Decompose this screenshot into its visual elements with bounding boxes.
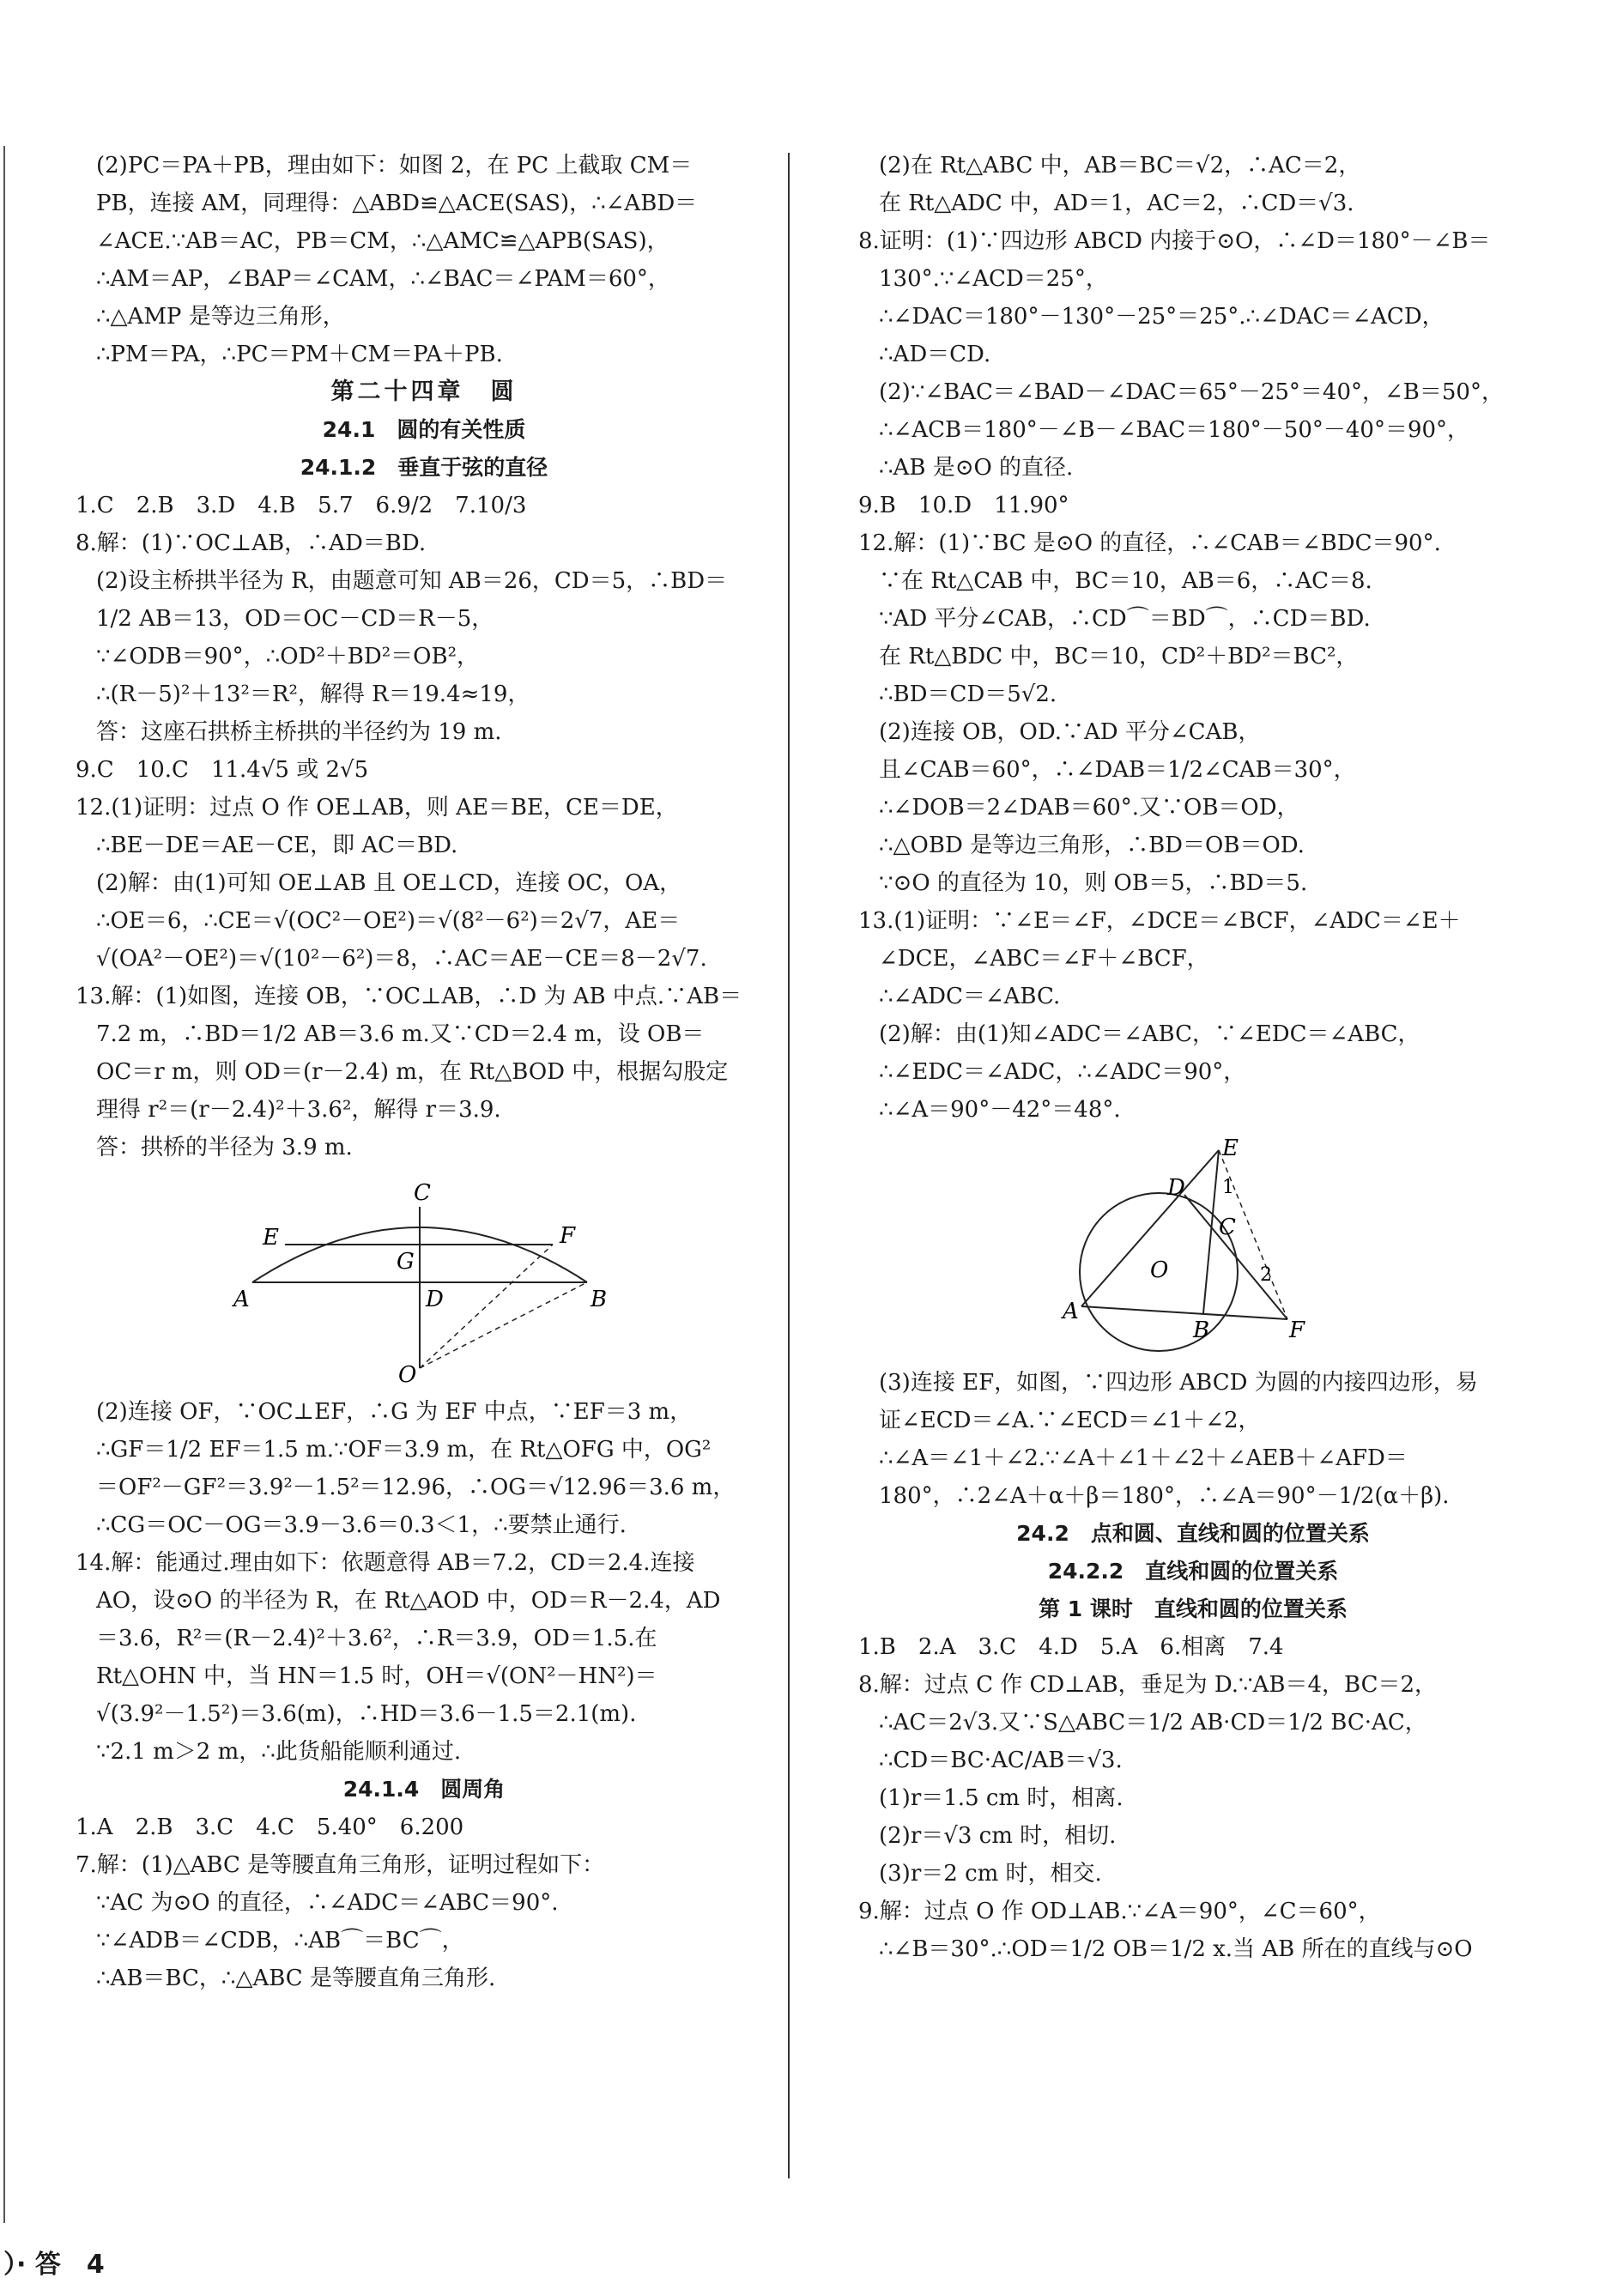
text-line: 理得 r²＝(r－2.4)²＋3.6²，解得 r＝3.9. <box>96 1097 501 1123</box>
text-line: ∴BD＝CD＝5√2. <box>879 682 1057 707</box>
figure-circle <box>858 1135 1528 1358</box>
right-column <box>858 153 1528 1974</box>
text-line: ∴AM＝AP，∠BAP＝∠CAM，∴∠BAC＝∠PAM＝60°， <box>96 266 670 292</box>
text-line: ∴∠DOB＝2∠DAB＝60°.又∵OB＝OD， <box>879 795 1299 821</box>
line-df <box>1184 1195 1287 1319</box>
label-f: F <box>1289 1318 1305 1343</box>
text-line: ∴∠DAC＝180°－130°－25°＝25°.∴∠DAC＝∠ACD， <box>879 304 1445 330</box>
label-b: B <box>591 1287 608 1312</box>
left-column <box>76 153 772 2003</box>
label-f: F <box>560 1223 576 1249</box>
text-line: 8.解：过点 C 作 CD⊥AB，垂足为 D.∵AB＝4，BC＝2， <box>858 1672 1438 1698</box>
page-footer: ）· 答 4 <box>3 2250 105 2280</box>
text-line: 在 Rt△ADC 中，AD＝1，AC＝2，∴CD＝√3. <box>879 191 1354 216</box>
text-line: (1)r＝1.5 cm 时，相离. <box>879 1785 1124 1811</box>
label-c: C <box>1219 1215 1236 1240</box>
text-line: ∴∠ACB＝180°－∠B－∠BAC＝180°－50°－40°＝90°， <box>879 417 1470 443</box>
text-line: 8.证明：(1)∵四边形 ABCD 内接于⊙O，∴∠D＝180°－∠B＝ <box>858 228 1491 254</box>
label-c: C <box>414 1180 431 1206</box>
text-line: ∴△AMP 是等边三角形， <box>96 304 345 330</box>
text-line: 12.(1)证明：过点 O 作 OE⊥AB，则 AE＝BE，CE＝DE， <box>76 795 678 821</box>
text-line: 180°，∴2∠A＋α＋β＝180°，∴∠A＝90°－1/2(α＋β). <box>879 1483 1450 1509</box>
text-line: PB，连接 AM，同理得：△ABD≌△ACE(SAS)，∴∠ABD＝ <box>96 191 698 216</box>
text-line: 7.2 m，∴BD＝1/2 AB＝3.6 m.又∵CD＝2.4 m，设 OB＝ <box>96 1021 705 1047</box>
section-heading: 24.1 圆的有关性质 <box>322 417 526 442</box>
text-line: 证∠ECD＝∠A.∵∠ECD＝∠1＋∠2， <box>879 1408 1261 1433</box>
text-line: 1.A 2.B 3.C 4.C 5.40° 6.200 <box>76 1814 464 1840</box>
text-line: (2)解：由(1)知∠ADC＝∠ABC，∵∠EDC＝∠ABC， <box>879 1021 1420 1047</box>
section-heading: 24.2 点和圆、直线和圆的位置关系 <box>1016 1521 1370 1546</box>
circle-quadrilateral-figure <box>1039 1135 1348 1358</box>
text-line: 9.C 10.C 11.4√5 或 2√5 <box>76 757 369 783</box>
text-line: ∴AD＝CD. <box>879 342 991 367</box>
text-line: (2)连接 OF，∵OC⊥EF，∴G 为 EF 中点，∵EF＝3 m， <box>96 1399 693 1425</box>
text-line: ∴∠EDC＝∠ADC，∴∠ADC＝90°， <box>879 1059 1246 1085</box>
text-line: ∴AC＝2√3.又∵S△ABC＝1/2 AB·CD＝1/2 BC·AC， <box>879 1710 1427 1736</box>
figure-bridge <box>76 1172 772 1387</box>
text-line: ∴BE－DE＝AE－CE，即 AC＝BD. <box>96 833 458 858</box>
text-line: (2)解：由(1)可知 OE⊥AB 且 OE⊥CD，连接 OC，OA， <box>96 870 682 896</box>
column-divider <box>788 153 790 2178</box>
text-line: 1/2 AB＝13，OD＝OC－CD＝R－5， <box>96 606 494 632</box>
text-line: (2)PC＝PA＋PB，理由如下：如图 2，在 PC 上截取 CM＝ <box>96 153 693 179</box>
text-line: ∴CD＝BC·AC/AB＝√3. <box>879 1748 1123 1773</box>
section-heading: 第 1 课时 直线和圆的位置关系 <box>1039 1596 1348 1621</box>
text-line: AO，设⊙O 的半径为 R，在 Rt△AOD 中，OD＝R－2.4，AD <box>96 1588 721 1614</box>
text-line: ∴∠B＝30°.∴OD＝1/2 OB＝1/2 x.当 AB 所在的直线与⊙O <box>879 1936 1473 1962</box>
section-heading: 24.1.2 垂直于弦的直径 <box>300 455 548 480</box>
text-line: ∴CG＝OC－OG＝3.9－3.6＝0.3＜1，∴要禁止通行. <box>96 1512 627 1538</box>
text-line: ∵AD 平分∠CAB，∴CD⌒＝BD⌒，∴CD＝BD. <box>879 606 1371 632</box>
text-line: 且∠CAB＝60°，∴∠DAB＝1/2∠CAB＝30°， <box>879 757 1356 783</box>
section-heading: 24.2.2 直线和圆的位置关系 <box>1047 1559 1339 1584</box>
text-line: ＝OF²－GF²＝3.9²－1.5²＝12.96，∴OG＝√12.96＝3.6 m， <box>96 1475 736 1500</box>
line-af <box>1081 1306 1287 1319</box>
text-line: 130°.∵∠ACD＝25°， <box>879 266 1108 292</box>
bridge-arch-figure <box>227 1172 621 1387</box>
label-e: E <box>263 1225 279 1251</box>
label-d: D <box>1167 1175 1185 1201</box>
text-line: ∵∠ADB＝∠CDB，∴AB⌒＝BC⌒， <box>96 1928 464 1954</box>
text-line: 1.C 2.B 3.D 4.B 5.7 6.9/2 7.10/3 <box>76 493 527 518</box>
text-line: (3)连接 EF，如图，∵四边形 ABCD 为圆的内接四边形，易 <box>879 1370 1478 1396</box>
text-line: ∠ACE.∵AB＝AC，PB＝CM，∴△AMC≌△APB(SAS)， <box>96 228 669 254</box>
line-eb <box>1203 1150 1219 1313</box>
text-line: √(OA²－OE²)＝√(10²－6²)＝8，∴AC＝AE－CE＝8－2√7. <box>96 946 707 972</box>
text-line: ∴(R－5)²＋13²＝R²，解得 R＝19.4≈19， <box>96 682 530 707</box>
label-e: E <box>1222 1136 1239 1161</box>
text-line: 在 Rt△BDC 中，BC＝10，CD²＋BD²＝BC²， <box>879 644 1359 669</box>
text-line: √(3.9²－1.5²)＝3.6(m)，∴HD＝3.6－1.5＝2.1(m). <box>96 1701 637 1727</box>
text-line: (2)∵∠BAC＝∠BAD－∠DAC＝65°－25°＝40°，∠B＝50°， <box>879 379 1504 405</box>
text-line: ∵2.1 m＞2 m，∴此货船能顺利通过. <box>96 1739 462 1765</box>
chapter-heading: 第二十四章 圆 <box>330 379 518 405</box>
text-line: Rt△OHN 中，当 HN＝1.5 时，OH＝√(ON²－HN²)＝ <box>96 1663 657 1689</box>
text-line: ∵在 Rt△CAB 中，BC＝10，AB＝6，∴AC＝8. <box>879 568 1372 594</box>
text-line: 13.(1)证明：∵∠E＝∠F，∠DCE＝∠BCF，∠ADC＝∠E＋ <box>858 908 1461 934</box>
label-angle-1: 1 <box>1222 1177 1234 1198</box>
label-g: G <box>397 1249 415 1275</box>
text-line: 9.B 10.D 11.90° <box>858 493 1069 518</box>
text-line: (2)r＝√3 cm 时，相切. <box>879 1823 1117 1849</box>
text-line: ∴GF＝1/2 EF＝1.5 m.∵OF＝3.9 m，在 Rt△OFG 中，OG² <box>96 1437 712 1463</box>
text-line: (2)在 Rt△ABC 中，AB＝BC＝√2，∴AC＝2， <box>879 153 1361 179</box>
text-line: 答：拱桥的半径为 3.9 m. <box>96 1135 353 1160</box>
label-b: B <box>1193 1318 1210 1343</box>
text-line: 1.B 2.A 3.C 4.D 5.A 6.相离 7.4 <box>858 1634 1284 1660</box>
text-line: 9.解：过点 O 作 OD⊥AB.∵∠A＝90°，∠C＝60°， <box>858 1899 1381 1924</box>
text-line: ∴△OBD 是等边三角形，∴BD＝OB＝OD. <box>879 833 1305 858</box>
label-a: A <box>1063 1299 1079 1324</box>
dashed-ob <box>420 1282 587 1368</box>
label-d: D <box>426 1287 444 1312</box>
text-line: 13.解：(1)如图，连接 OB，∵OC⊥AB，∴D 为 AB 中点.∵AB＝ <box>76 984 742 1009</box>
text-line: 8.解：(1)∵OC⊥AB，∴AD＝BD. <box>76 530 427 556</box>
text-line: ＝3.6，R²＝(R－2.4)²＋3.6²，∴R＝3.9，OD＝1.5.在 <box>96 1626 657 1651</box>
text-line: ∴OE＝6，∴CE＝√(OC²－OE²)＝√(8²－6²)＝2√7，AE＝ <box>96 908 681 934</box>
left-margin-rule <box>3 146 5 2223</box>
label-a: A <box>233 1287 250 1312</box>
text-line: ∴∠A＝90°－42°＝48°. <box>879 1097 1121 1123</box>
text-line: 答：这座石拱桥主桥拱的半径约为 19 m. <box>96 719 502 745</box>
text-line: ∴AB 是⊙O 的直径. <box>879 455 1074 481</box>
label-o: O <box>1150 1257 1169 1283</box>
text-line: 7.解：(1)△ABC 是等腰直角三角形，证明过程如下： <box>76 1852 605 1878</box>
text-line: ∴∠ADC＝∠ABC. <box>879 984 1061 1009</box>
text-line: ∠DCE，∠ABC＝∠F＋∠BCF， <box>879 946 1209 972</box>
text-line: ∴AB＝BC，∴△ABC 是等腰直角三角形. <box>96 1966 496 1991</box>
text-line: ∴∠A＝∠1＋∠2.∵∠A＋∠1＋∠2＋∠AEB＋∠AFD＝ <box>879 1445 1408 1471</box>
text-line: (3)r＝2 cm 时，相交. <box>879 1861 1102 1887</box>
text-line: (2)设主桥拱半径为 R，由题意可知 AB＝26，CD＝5，∴BD＝ <box>96 568 728 594</box>
text-line: 12.解：(1)∵BC 是⊙O 的直径，∴∠CAB＝∠BDC＝90°. <box>858 530 1441 556</box>
text-line: ∴PM＝PA，∴PC＝PM＋CM＝PA＋PB. <box>96 342 503 367</box>
text-line: ∵⊙O 的直径为 10，则 OB＝5，∴BD＝5. <box>879 870 1308 896</box>
text-line: OC＝r m，则 OD＝(r－2.4) m，在 Rt△BOD 中，根据勾股定 <box>96 1059 729 1085</box>
label-angle-2: 2 <box>1260 1264 1272 1286</box>
text-line: ∵AC 为⊙O 的直径，∴∠ADC＝∠ABC＝90°. <box>96 1890 559 1916</box>
text-line: 14.解：能通过.理由如下：依题意得 AB＝7.2，CD＝2.4.连接 <box>76 1550 695 1576</box>
section-heading: 24.1.4 圆周角 <box>342 1777 506 1802</box>
text-line: (2)连接 OB，OD.∵AD 平分∠CAB， <box>879 719 1261 745</box>
label-o: O <box>398 1362 417 1387</box>
text-line: ∵∠ODB＝90°，∴OD²＋BD²＝OB²， <box>96 644 480 669</box>
